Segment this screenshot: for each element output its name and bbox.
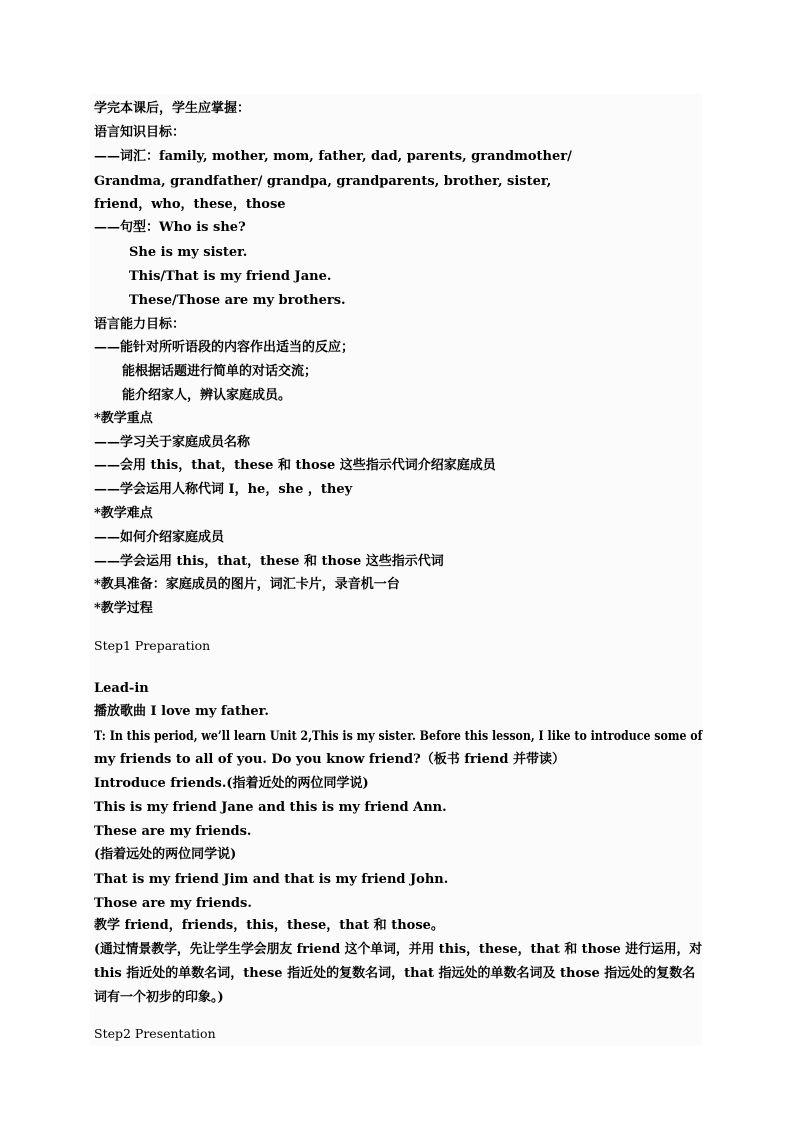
text-line: 语言能力目标： [94, 317, 186, 332]
text-line: ——学会运用 this，that，these 和 those 这些指示代词 [94, 554, 444, 569]
text-line: ——学习关于家庭成员名称 [94, 435, 251, 450]
text-line: Those are my friends. [94, 896, 252, 911]
text-line: 词有一个初步的印象。) [94, 990, 224, 1005]
text-line: *教具准备：家庭成员的图片，词汇卡片，录音机一台 [94, 577, 400, 592]
text-line: Lead-in [94, 681, 149, 696]
text-line: *教学过程 [94, 601, 153, 616]
text-line: 播放歌曲 I love my father. [94, 704, 269, 719]
text-line: 能介绍家人，辨认家庭成员。 [122, 388, 292, 403]
text-line: This/That is my friend Jane. [129, 269, 332, 284]
text-line: ——会用 this，that，these 和 those 这些指示代词介绍家庭成员 [94, 458, 496, 473]
text-line: (通过情景教学，先让学生学会朋友 friend 这个单词，并用 this，these，that 和 those 进行运用，对 [94, 942, 703, 957]
text-line: 教学 friend，friends，this，these，that 和 those。 [94, 918, 444, 933]
text-line: ——词汇：family, mother, mom, father, dad, parents, grandmother/ [94, 149, 572, 164]
section-heading: Step1 Preparation [94, 638, 211, 653]
text-line: ——如何介绍家庭成员 [94, 530, 225, 545]
text-line: These/Those are my brothers. [129, 293, 346, 308]
text-line: 能根据话题进行简单的对话交流； [122, 364, 318, 379]
text-line: That is my friend Jim and that is my friend John. [94, 872, 449, 887]
section-heading: Step2 Presentation [94, 1026, 216, 1041]
text-line: ——能针对所听语段的内容作出适当的反应； [94, 340, 355, 355]
text-line: ——学会运用人称代词 I，he，she ，they [94, 482, 353, 497]
text-line: Introduce friends.(指着近处的两位同学说) [94, 776, 369, 791]
text-line: 学完本课后，学生应掌握： [94, 101, 251, 116]
text-line: T: In this period, we’ll learn Unit 2,This is my sister. Before this lesson, I like to introduce some of [94, 729, 703, 744]
text-line: Grandma, grandfather/ grandpa, grandparents, brother, sister, [94, 174, 552, 189]
text-line: my friends to all of you. Do you know friend?（板书 friend 并带读） [94, 752, 565, 767]
text-line: friend，who，these，those [94, 197, 286, 212]
text-line: *教学重点 [94, 411, 153, 426]
text-line: This is my friend Jane and this is my friend Ann. [94, 800, 447, 815]
text-line: (指着远处的两位同学说) [94, 847, 237, 862]
text-line: 语言知识目标： [94, 125, 186, 140]
text-line: She is my sister. [129, 245, 248, 260]
text-line: this 指近处的单数名词，these 指近处的复数名词，that 指远处的单数名词及 those 指远处的复数名 [94, 966, 696, 981]
text-line: These are my friends. [94, 824, 252, 839]
text-line: ——句型：Who is she? [94, 220, 246, 235]
text-line: *教学难点 [94, 506, 153, 521]
